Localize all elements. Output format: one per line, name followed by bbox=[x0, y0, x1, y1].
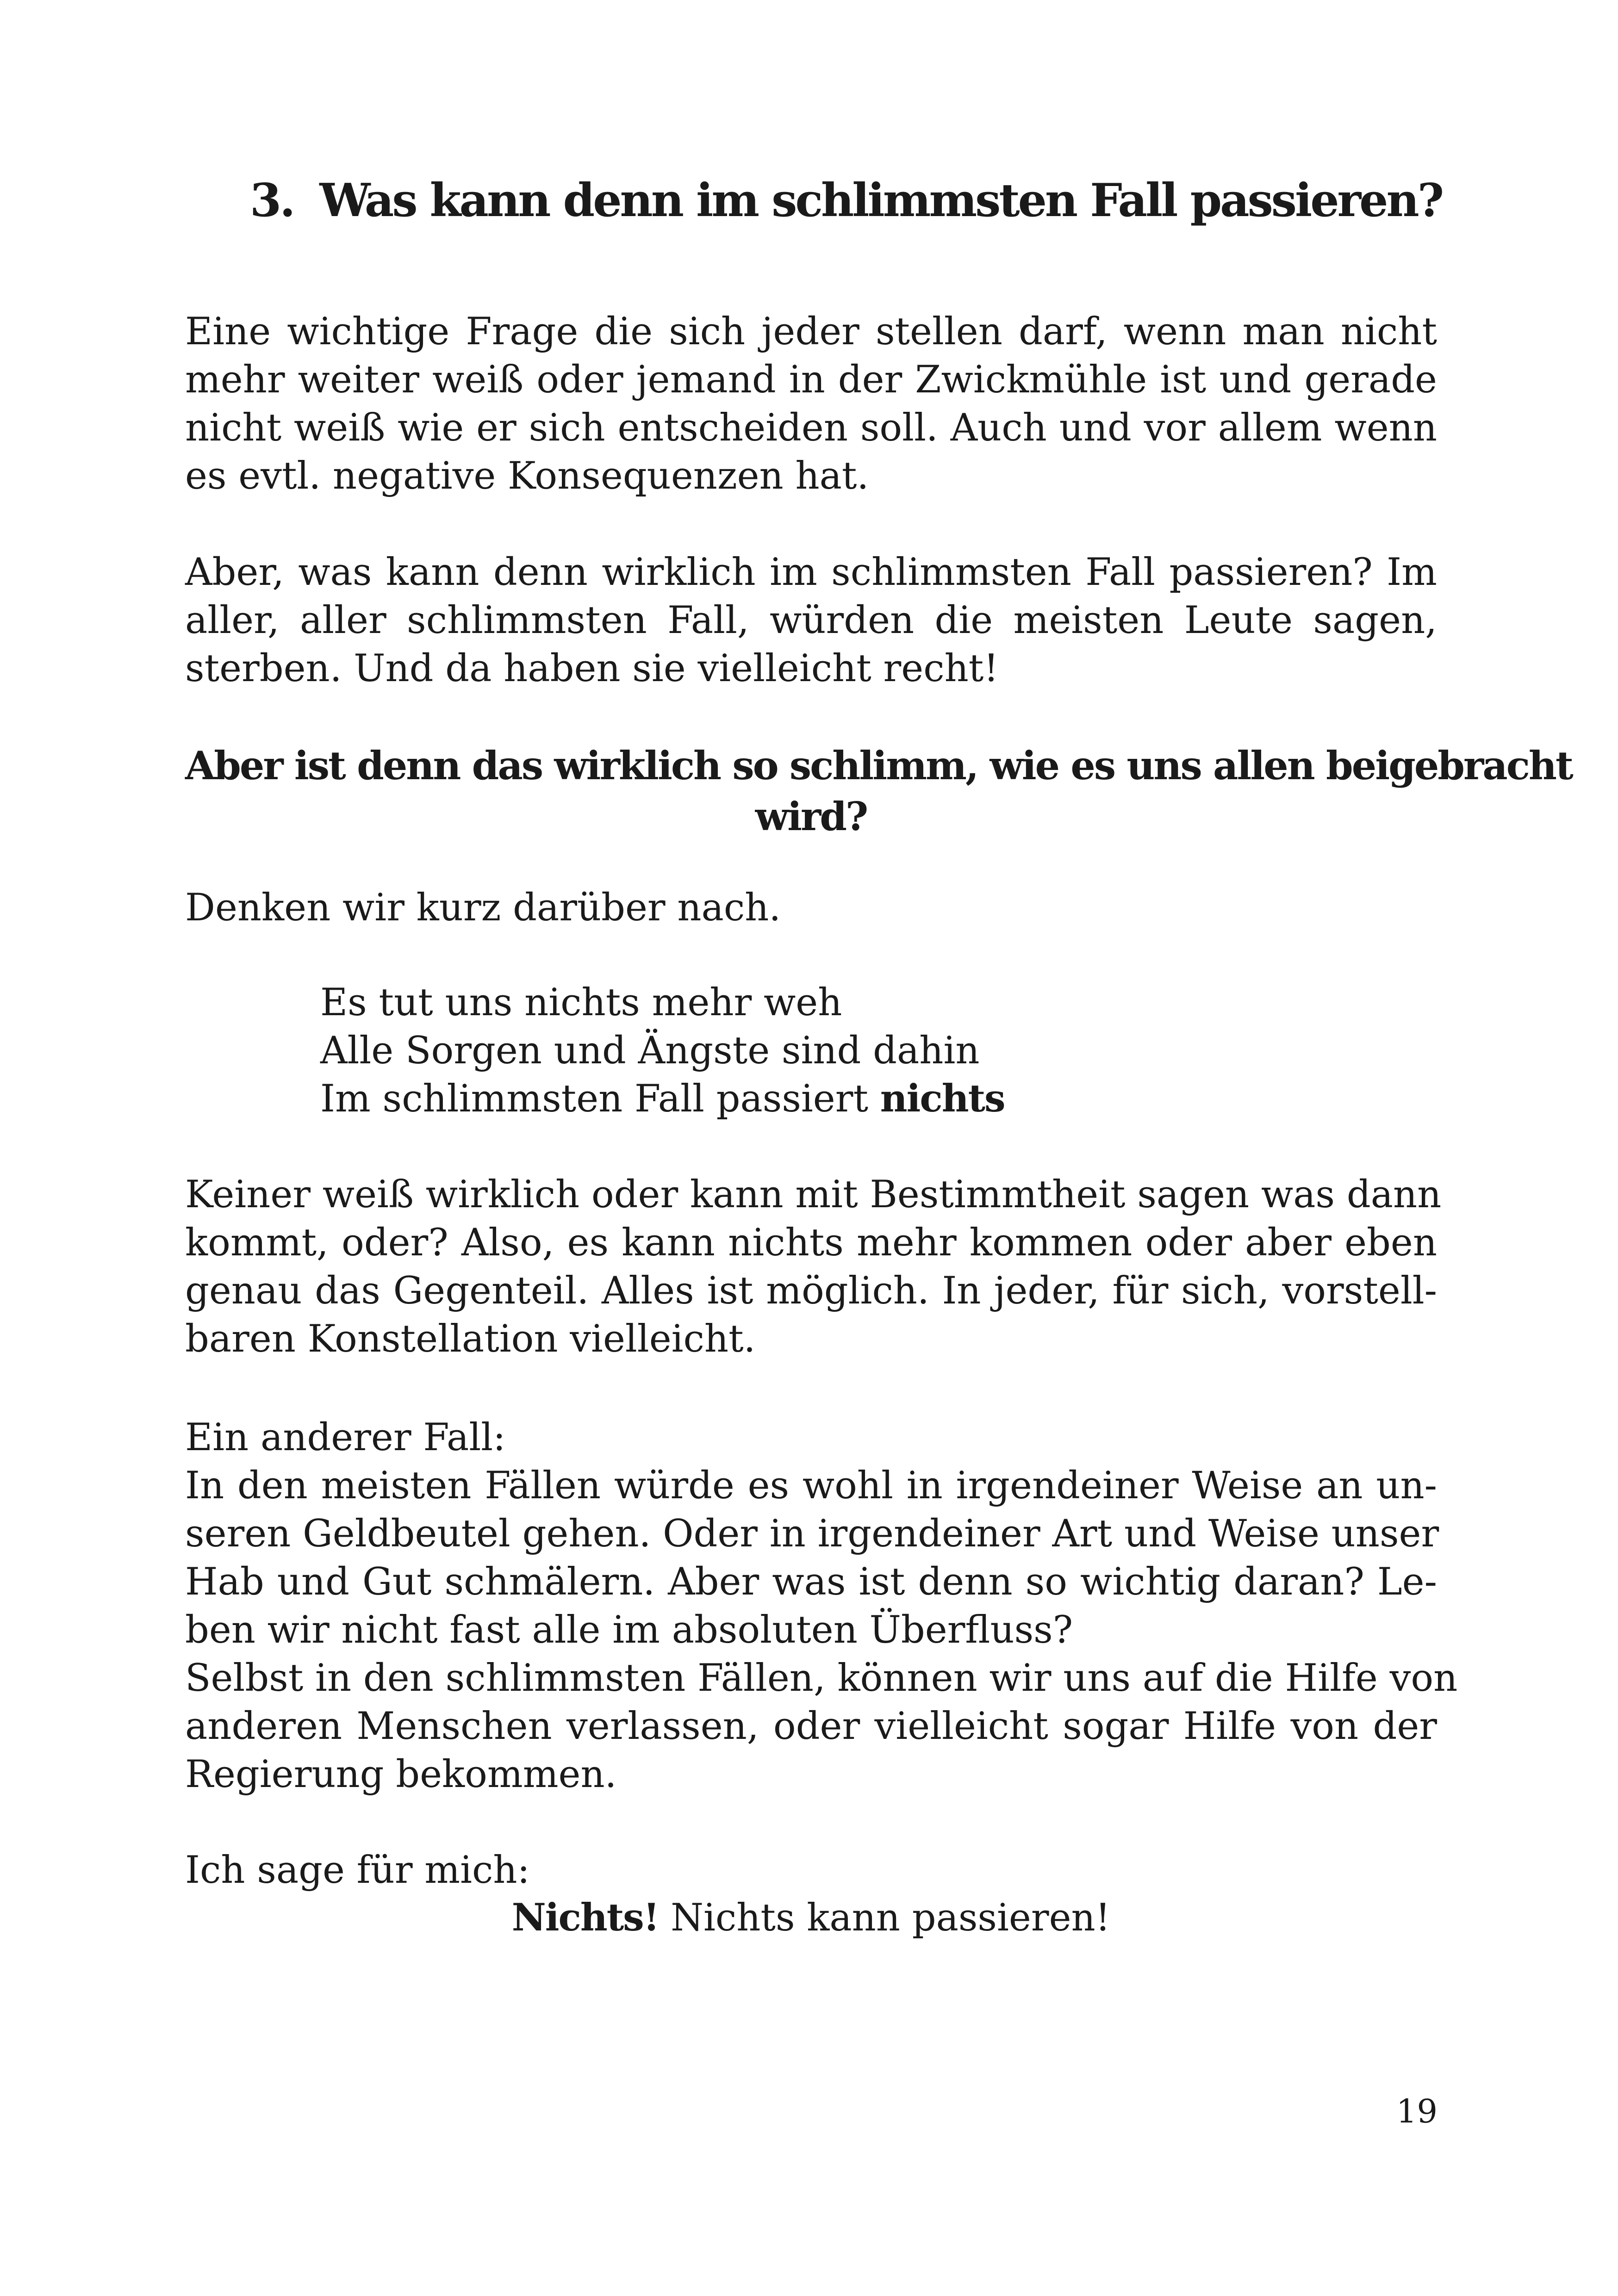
closing-statement bbox=[185, 1894, 1437, 1942]
text-line: baren Konstellation vielleicht. bbox=[185, 1317, 756, 1361]
text-line: Eine wichtige Frage die sich jeder stellen darf, wenn man nicht bbox=[185, 310, 1437, 354]
verse-line: Es tut uns nichts mehr weh bbox=[320, 981, 842, 1024]
emphasis-nichts-closing: Nichts! bbox=[511, 1896, 659, 1940]
verse-text: Im schlimmsten Fall passiert bbox=[320, 1077, 880, 1121]
text-line: mehr weiter weiß oder jemand in der Zwickmühle ist und gerade bbox=[185, 358, 1437, 402]
text-line: kommt, oder? Also, es kann nichts mehr kommen oder aber eben bbox=[185, 1221, 1437, 1265]
indented-verse bbox=[320, 979, 1005, 1123]
chapter-heading bbox=[250, 174, 1443, 227]
text-line: wird? bbox=[755, 794, 867, 839]
bold-question bbox=[185, 740, 1572, 842]
text-line: Denken wir kurz darüber nach. bbox=[185, 886, 781, 930]
text-line: Ich sage für mich: bbox=[185, 1849, 530, 1892]
text-line: es evtl. negative Konsequenzen hat. bbox=[185, 454, 869, 498]
text-line: Selbst in den schlimmsten Fällen, können wir uns auf die Hilfe von bbox=[185, 1657, 1458, 1700]
text-line: anderen Menschen verlassen, oder vielleicht sogar Hilfe von der bbox=[185, 1705, 1437, 1748]
paragraph-worst-case bbox=[185, 548, 1437, 693]
text-line: genau das Gegenteil. Alles ist möglich. In jeder, für sich, vorstell- bbox=[185, 1269, 1437, 1313]
text-line: Hab und Gut schmälern. Aber was ist denn so wichtig daran? Le- bbox=[185, 1560, 1437, 1604]
paragraph-intro bbox=[185, 308, 1437, 500]
chapter-title: Was kann denn im schlimmsten Fall passieren? bbox=[319, 174, 1443, 227]
text-line: sterben. Und da haben sie vielleicht recht! bbox=[185, 647, 999, 690]
emphasis-nichts: nichts bbox=[880, 1077, 1005, 1121]
paragraph-unknown bbox=[185, 1171, 1442, 1363]
text-line: Aber, was kann denn wirklich im schlimmsten Fall passieren? Im bbox=[185, 551, 1437, 594]
paragraph-for-me bbox=[185, 1846, 1437, 1894]
verse-line: Alle Sorgen und Ängste sind dahin bbox=[320, 1029, 980, 1073]
text-line: aller, aller schlimmsten Fall, würden die meisten Leute sagen, bbox=[185, 599, 1437, 642]
text-line: Ein anderer Fall: bbox=[185, 1416, 506, 1459]
text-line: Keiner weiß wirklich oder kann mit Bestimmtheit sagen was dann bbox=[185, 1173, 1442, 1216]
closing-text: Nichts kann passieren! bbox=[659, 1896, 1111, 1940]
text-line: Aber ist denn das wirklich so schlimm, wie es uns allen beigebracht bbox=[185, 743, 1572, 788]
page-number: 19 bbox=[1396, 2092, 1438, 2130]
text-line: nicht weiß wie er sich entscheiden soll. Auch und vor allem wenn bbox=[185, 406, 1437, 450]
chapter-number: 3. bbox=[250, 174, 294, 227]
paragraph-think bbox=[185, 884, 1437, 932]
paragraph-other-case bbox=[185, 1414, 1458, 1799]
verse-line bbox=[320, 1075, 1005, 1123]
text-line: Regierung bekommen. bbox=[185, 1753, 617, 1796]
text-line: ben wir nicht fast alle im absoluten Überfluss? bbox=[185, 1608, 1073, 1652]
text-line: In den meisten Fällen würde es wohl in irgendeiner Weise an un- bbox=[185, 1464, 1437, 1508]
text-line: seren Geldbeutel gehen. Oder in irgendeiner Art und Weise unser bbox=[185, 1512, 1439, 1556]
